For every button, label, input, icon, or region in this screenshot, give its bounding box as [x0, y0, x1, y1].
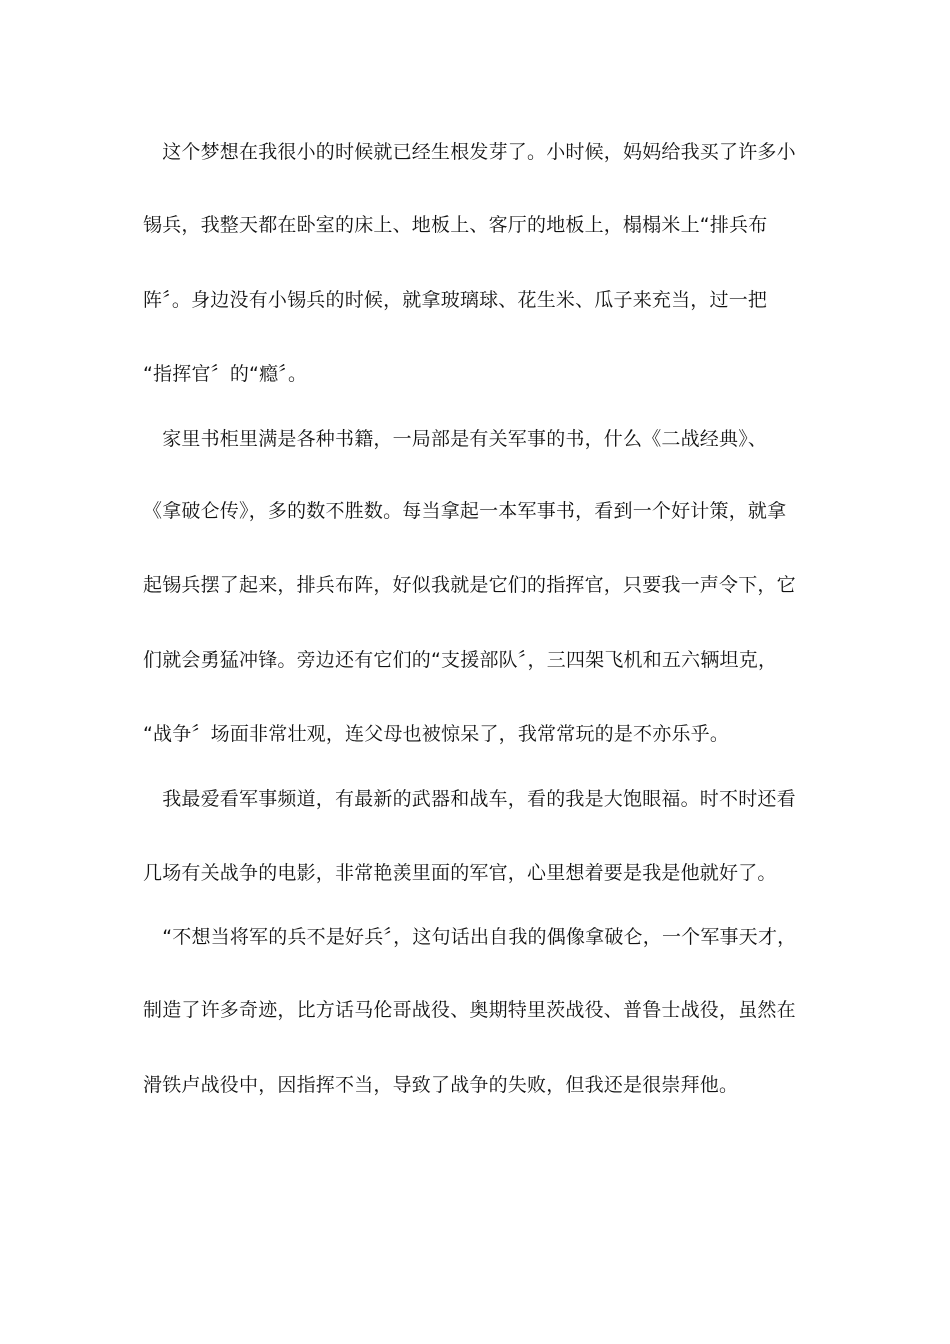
text-line: 这个梦想在我很小的时候就已经生根发芽了。小时候，妈妈给我买了许多小	[143, 141, 796, 163]
text-line: 几场有关战争的电影，非常艳羡里面的军官，心里想着要是我是他就好了。	[143, 862, 777, 884]
text-line: 家里书柜里满是各种书籍，一局部是有关军事的书，什么《二战经典》、	[143, 428, 768, 450]
text-line: 们就会勇猛冲锋。旁边还有它们的“支援部队〞，三四架飞机和五六辆坦克，	[143, 649, 778, 671]
text-line: 锡兵，我整天都在卧室的床上、地板上、客厅的地板上，榻榻米上“排兵布	[143, 214, 768, 236]
text-line: 制造了许多奇迹，比方话马伦哥战役、奥期特里茨战役、普鲁士战役，虽然在	[143, 999, 796, 1021]
text-line: 滑铁卢战役中，因指挥不当，导致了战争的失败，但我还是很崇拜他。	[143, 1074, 739, 1096]
text-line: 起锡兵摆了起来，排兵布阵，好似我就是它们的指挥官，只要我一声令下，它	[143, 574, 796, 596]
text-line: 阵〞。身边没有小锡兵的时候，就拿玻璃球、花生米、瓜子来充当，过一把	[143, 289, 768, 311]
text-line: “不想当将军的兵不是好兵〞，这句话出自我的偶像拿破仑，一个军事天才，	[143, 926, 797, 948]
text-line: 我最爱看军事频道，有最新的武器和战车，看的我是大饱眼福。时不时还看	[143, 788, 796, 810]
text-line: 《拿破仑传》，多的数不胜数。每当拿起一本军事书，看到一个好计策，就拿	[143, 500, 787, 522]
text-line: “战争〞场面非常壮观，连父母也被惊呆了，我常常玩的是不亦乐乎。	[143, 723, 730, 745]
text-line: “指挥官〞的“瘾〞。	[143, 363, 308, 385]
